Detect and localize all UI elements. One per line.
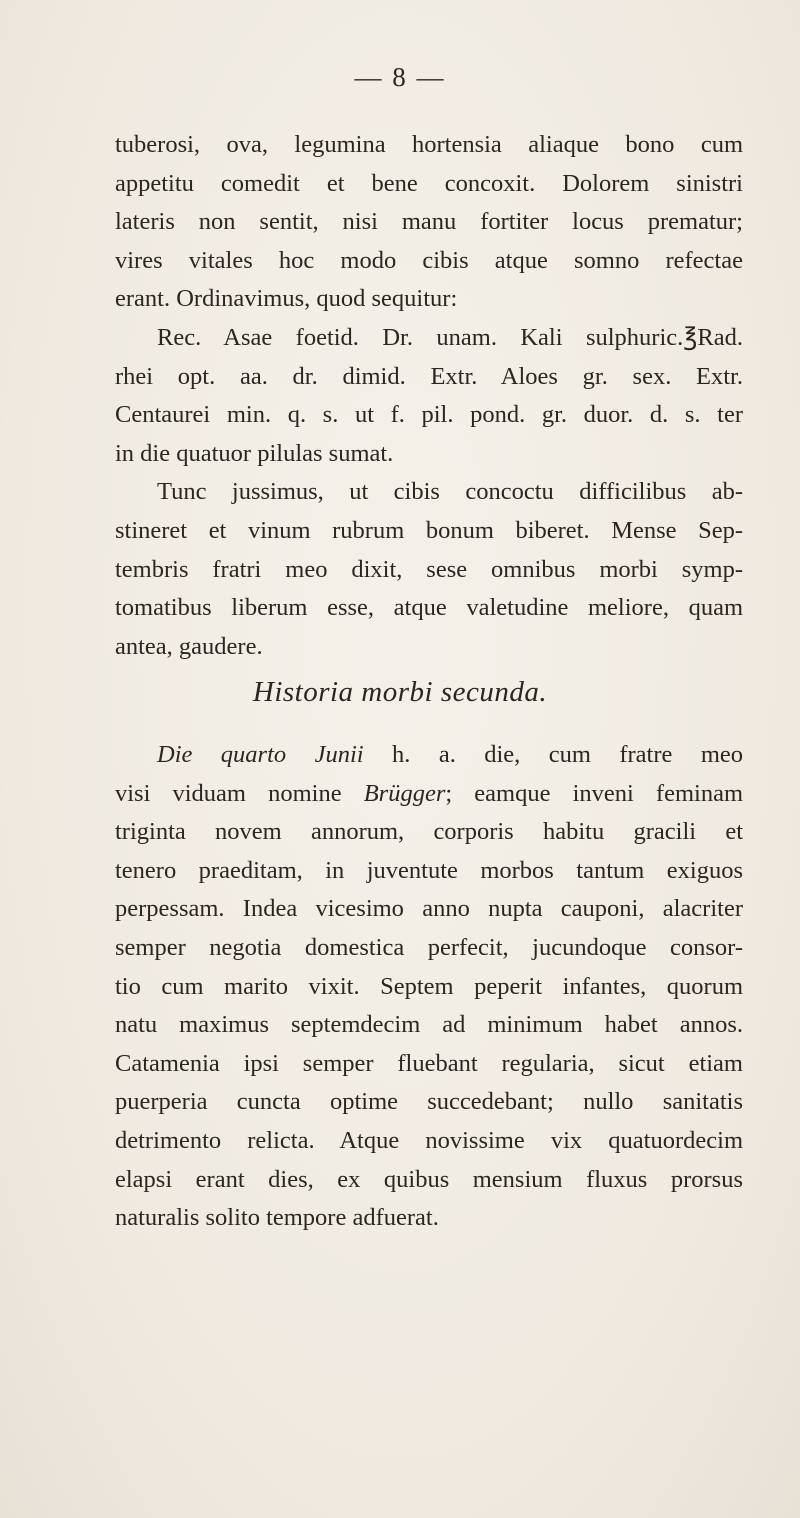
date-phrase: Die quarto Junii bbox=[157, 741, 364, 768]
text-line: tomatibus liberum esse, atque valetudine meliore, quam bbox=[115, 594, 743, 622]
text-fragment: ; eamque inveni feminam bbox=[445, 779, 743, 807]
text-line: Tunc jussimus, ut cibis concoctu difficilibus ab- bbox=[157, 478, 743, 506]
text-line: puerperia cuncta optime succedebant; nullo sanitatis bbox=[115, 1088, 743, 1116]
prescription-line: Rec. Asae foetid. Dr. unam. Kali sulphuric.℥Rad. bbox=[157, 323, 743, 351]
text-line: antea, gaudere. bbox=[115, 632, 263, 660]
text-line: detrimento relicta. Atque novissime vix quatuordecim bbox=[115, 1126, 743, 1154]
text-line-first bbox=[115, 736, 743, 775]
text-line-name bbox=[115, 775, 743, 814]
text-block-bottom bbox=[115, 736, 743, 1238]
text-line: tenero praeditam, in juventute morbos tantum exiguos bbox=[115, 856, 743, 884]
text-line: tembris fratri meo dixit, sese omnibus morbi symp- bbox=[115, 555, 743, 583]
text-fragment: h. a. die, cum fratre meo bbox=[392, 741, 743, 768]
text-line: Catamenia ipsi semper fluebant regularia, sicut etiam bbox=[115, 1049, 743, 1077]
text-line: lateris non sentit, nisi manu fortiter locus prematur; bbox=[115, 208, 743, 236]
text-line: erant. Ordinavimus, quod sequitur: bbox=[115, 285, 458, 313]
prescription-line: in die quatuor pilulas sumat. bbox=[115, 439, 394, 467]
text-line: natu maximus septemdecim ad minimum habet annos. bbox=[115, 1011, 743, 1039]
text-line: naturalis solito tempore adfuerat. bbox=[115, 1204, 439, 1232]
prescription-line: Centaurei min. q. s. ut f. pil. pond. gr. duor. d. s. ter bbox=[115, 401, 743, 429]
text-fragment: visi viduam nomine bbox=[115, 779, 342, 807]
text-block-top bbox=[115, 126, 743, 666]
text-line: stineret et vinum rubrum bonum biberet. Mense Sep- bbox=[115, 516, 743, 544]
text-line: vires vitales hoc modo cibis atque somno refectae bbox=[115, 246, 743, 274]
section-heading: Historia morbi secunda. bbox=[252, 676, 548, 708]
text-line: perpessam. Indea vicesimo anno nupta cauponi, alacriter bbox=[115, 895, 743, 923]
text-line: appetitu comedit et bene concoxit. Dolorem sinistri bbox=[115, 169, 743, 197]
prescription-line: rhei opt. aa. dr. dimid. Extr. Aloes gr. sex. Extr. bbox=[115, 362, 743, 390]
text-line: semper negotia domestica perfecit, jucundoque consor- bbox=[115, 933, 743, 961]
text-line: triginta novem annorum, corporis habitu gracili et bbox=[115, 818, 743, 846]
text-line: tio cum marito vixit. Septem peperit infantes, quorum bbox=[115, 972, 743, 1000]
person-name: Brügger bbox=[363, 779, 446, 807]
text-line: elapsi erant dies, ex quibus mensium fluxus prorsus bbox=[115, 1165, 743, 1193]
text-line: tuberosi, ova, legumina hortensia aliaque bono cum bbox=[115, 131, 743, 158]
page-number: — 8 — bbox=[354, 62, 446, 92]
